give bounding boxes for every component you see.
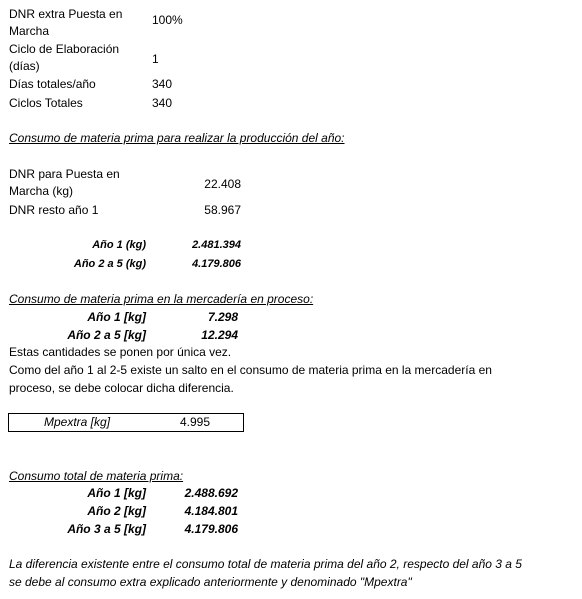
param-value-dias: 340 — [152, 77, 173, 91]
section3-heading: Consumo total de materia prima: — [9, 469, 184, 483]
note-salto: Como del año 1 al 2-5 existe un salto en el consumo de materia prima en la mercadería en proceso, se debe colocar dicha diferencia. — [9, 363, 492, 395]
s1-year1-label: Año 1 (kg) — [92, 239, 146, 251]
param-label-ciclo: Ciclo de Elaboración (días) — [9, 42, 120, 73]
s3-year1-label: Año 1 [kg] — [87, 486, 146, 500]
param-label-dias: Días totales/año — [9, 77, 96, 91]
section1-heading: Consumo de materia prima para realizar la producción del año: — [9, 131, 345, 145]
dnr-puesta-label: DNR para Puesta en Marcha (kg) — [9, 167, 120, 198]
s1-year2-5-value: 4.179.806 — [192, 258, 241, 270]
note-unica-vez: Estas cantidades se ponen por única vez. — [9, 345, 232, 359]
param-value-ciclos: 340 — [152, 96, 173, 110]
s2-year1-value: 7.298 — [207, 310, 238, 324]
s1-year2-5-label: Año 2 a 5 (kg) — [73, 258, 146, 270]
section2-heading: Consumo de materia prima en la mercadería en proceso: — [9, 292, 314, 306]
dnr-puesta-value: 22.408 — [204, 177, 241, 191]
s2-year2-5-label: Año 2 a 5 [kg] — [67, 328, 146, 342]
mpextra-label: Mpextra [kg] — [44, 415, 111, 429]
mpextra-value: 4.995 — [180, 415, 211, 429]
s1-year1-value: 2.481.394 — [192, 239, 241, 251]
dnr-resto-label: DNR resto año 1 — [9, 203, 99, 217]
s3-year2-label: Año 2 [kg] — [87, 504, 146, 518]
footer-note: La diferencia existente entre el consumo total de materia prima del año 2, respecto del año 3 a 5 se debe al consumo extra explicado anteriormente y denominado "Mpextra" — [9, 557, 522, 589]
s3-year2-value: 4.184.801 — [184, 504, 238, 518]
param-value-ciclo: 1 — [152, 52, 159, 66]
s2-year1-label: Año 1 [kg] — [87, 310, 146, 324]
param-label-ciclos: Ciclos Totales — [9, 96, 83, 110]
s3-year1-value: 2.488.692 — [184, 486, 238, 500]
s2-year2-5-value: 12.294 — [201, 328, 238, 342]
dnr-resto-value: 58.967 — [204, 203, 241, 217]
s3-year3-5-value: 4.179.806 — [184, 522, 238, 536]
param-value-dnr-extra: 100% — [152, 13, 183, 27]
param-label-dnr-extra: DNR extra Puesta en Marcha — [9, 7, 123, 38]
s3-year3-5-label: Año 3 a 5 [kg] — [67, 522, 146, 536]
